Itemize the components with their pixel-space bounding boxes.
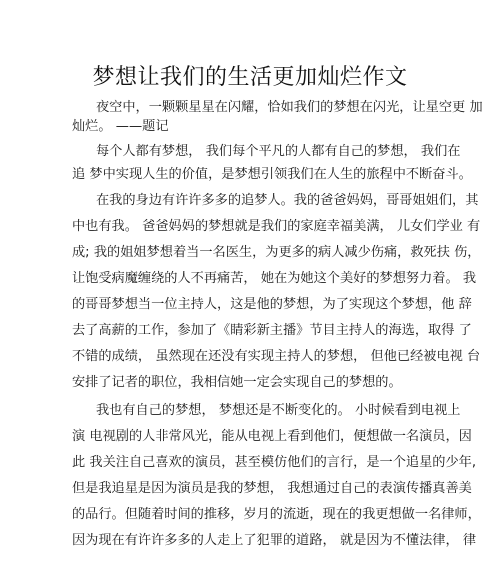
text-line: 不错的成绩， 虽然现在还没有实现主持人的梦想， 但他已经被电视 台 xyxy=(72,349,481,364)
text-line: 让饱受病魔缠绕的人不再痛苦， 她在为她这个美好的梦想努力着。 我 xyxy=(72,271,477,286)
text-line: 去了高薪的工作，参加了《睛彩新主播》节目主持人的海选，取得 了 xyxy=(72,323,472,338)
text-line: 灿烂。 ——题记 xyxy=(72,119,169,134)
text-line: 此 我关注自己喜欢的演员，甚至模仿他们的言行，是一个追星的少年, xyxy=(72,455,477,470)
text-line: 演 电视剧的人非常风光，能从电视上看到他们，便想做一名演员，因 xyxy=(72,429,472,444)
text-line: 追 梦中实现人生的价值，是梦想引领我们在人生的旅程中不断奋斗。 xyxy=(72,167,472,182)
text-line: 每个人都有梦想， 我们每个平凡的人都有自己的梦想， 我们在 xyxy=(96,144,461,159)
text-line: 安排了记者的职位，我相信她一定会实现自己的梦想的。 xyxy=(72,375,402,390)
text-line: 我也有自己的梦想， 梦想还是不断变化的。 小时候看到电视上 xyxy=(96,403,461,418)
text-line: 在我的身边有许许多多的追梦人。我的爸爸妈妈，哥哥姐姐们，其 xyxy=(96,193,479,208)
text-line: 中也有我。 爸爸妈妈的梦想就是我们的家庭幸福美满， 儿女们学业 有 xyxy=(72,219,481,234)
text-line: 的品行。但随着时间的推移，岁月的流逝，现在的我更想做一名律师， xyxy=(72,507,481,522)
text-line: 因为现在有许许多多的人走上了犯罪的道路， 就是因为不懂法律， 律 xyxy=(72,533,477,548)
text-line: 夜空中，一颗颗星星在闪耀，恰如我们的梦想在闪光，让星空更 加 xyxy=(96,100,483,115)
text-line: 的哥哥梦想当一位主持人，这是他的梦想，为了实现这个梦想，他 辞 xyxy=(72,297,472,312)
text-line: 成; 我的姐姐梦想着当一名医生，为更多的病人减少伤痛，救死扶 伤， xyxy=(72,245,481,260)
text-line: 但是我追星是因为演员是我的梦想， 我想通过自己的表演传播真善美 xyxy=(72,481,472,496)
document-title: 梦想让我们的生活更加灿烂作文 xyxy=(92,65,408,90)
